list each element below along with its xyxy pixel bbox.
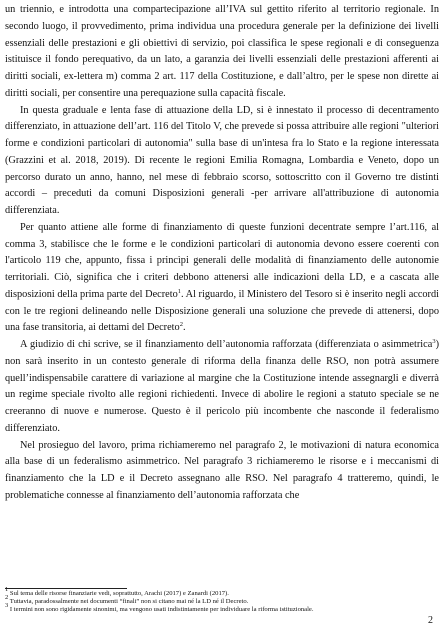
page-number: 2 <box>428 615 433 626</box>
footnote-number: 1 <box>5 586 9 593</box>
footnote-number: 2 <box>5 594 9 601</box>
footnote-separator <box>5 588 127 589</box>
paragraph-2 <box>5 103 439 220</box>
paragraph-text: ) non sarà inserito in un contesto generale di riforma della finanza delle RSO, non potrà assumere quell’indispensabile carattere di variazione al margine che la Costituzione intende assegnargli e diverrà un regime speciale rivolto alle regioni richiedenti. Invece di abolire le regioni a statuto speciale se ne creeranno di nuove e numerose. Questo è il pericolo più incombente che nasconde il federalismo differenziato. <box>5 339 439 434</box>
footnote-text: Tuttavia, paradossalmente nei documenti “finali” non si citano mai né la LD né il Decreto. <box>8 598 249 605</box>
paragraph-text: In questa graduale e lenta fase di attuazione della LD, si è innestato il processo di decentramento differenziato, in attuazione dell’art. 116 del Titolo V, che prevede si possa attribuire alle regioni "ulteriori forme e condizioni particolari di autonomia" sulla base di un'intesa fra lo Stato e la regione interessata (Grazzini et al. 2018, 2019). Di recente le regioni Emilia Romagna, Lombardia e Veneto, dopo un percorso durato un anno, hanno, nel mese di febbraio scorso, sottoscritto con il Governo tre distinti accordi – preceduti da comuni Disposizioni generali -per arrivare all'attribuzione di autonomia differenziata. <box>5 104 439 216</box>
footnote-3 <box>5 602 435 614</box>
footnote-text: Sul tema delle risorse finanziarie vedi, soprattutto, Arachi (2017) e Zanardi (2017). <box>8 590 229 597</box>
footnote-ref-2: 2 <box>179 321 183 329</box>
body-text <box>5 2 439 505</box>
paragraph-1 <box>5 2 439 103</box>
footnote-text: I termini non sono rigidamente sinonimi, ma vengono usati indistintamente per individuare la riforma istituzionale. <box>8 606 314 613</box>
paragraph-text: . <box>182 322 186 334</box>
paragraph-3 <box>5 220 439 337</box>
paragraph-5 <box>5 438 439 505</box>
paragraph-text: . Al riguardo, il Ministero del Tesoro si è inserito negli accordi con le tre regioni delineando nelle Disposizione generali una soluzione che prevede di attenersi, dopo una fase transitoria, ai dettami del Decreto <box>5 288 439 334</box>
paragraph-text: A giudizio di chi scrive, se il finanziamento dell’autonomia rafforzata (differenziata o asimmetrica <box>20 339 433 350</box>
footnote-ref-1: 1 <box>177 287 181 295</box>
footnote-number: 3 <box>5 602 9 609</box>
footnote-2 <box>5 594 435 606</box>
footnote-1 <box>5 586 435 598</box>
footnotes <box>5 586 435 614</box>
paragraph-text: Per quanto attiene alle forme di finanziamento di queste funzioni decentrate sempre l’art.116, al comma 3, stabilisce che le forme e le condizioni particolari di autonomia devono essere coerenti con l'articolo 119 che, appunto, fissa i princìpi generali delle modalità di finanziamento delle autonomie territoriali. Ciò, significa che i criteri debbono attenersi alle indicazioni della LD, e a cascata alle disposizioni della prima parte del Decreto <box>5 221 439 300</box>
paragraph-text: Nel prosieguo del lavoro, prima richiameremo nel paragrafo 2, le motivazioni di natura economica alla base di un federalismo asimmetrico. Nel paragrafo 3 richiameremo le risorse e i meccanismi di finanziamento che la LD e il Decreto assegnano alle RSO. Nel paragrafo 4 tratteremo, quindi, le problematiche connesse al finanziamento dell’autonomia rafforzata che <box>5 439 439 501</box>
paragraph-text: un triennio, e introdotta una compartecipazione all’IVA sul gettito riferito al territorio regionale. In secondo luogo, il provvedimento, prima individua una procedura generale per la definizione dei livelli essenziali delle prestazioni e gli obiettivi di servizio, poi classifica le spese regionali e di conseguenza istituisce il fondo perequativo, da un lato, a garanzia dei livelli essenziali delle prestazioni afferenti ai diritti sociali, ex-lettera m) comma 2 art. 117 della Costituzione, e dall’altro, per le spese non dirette ai diritti sociali, per consentire una perequazione sulla capacità fiscale. <box>5 4 439 99</box>
footnote-ref-3: 3 <box>432 338 436 345</box>
paragraph-4 <box>5 337 439 438</box>
